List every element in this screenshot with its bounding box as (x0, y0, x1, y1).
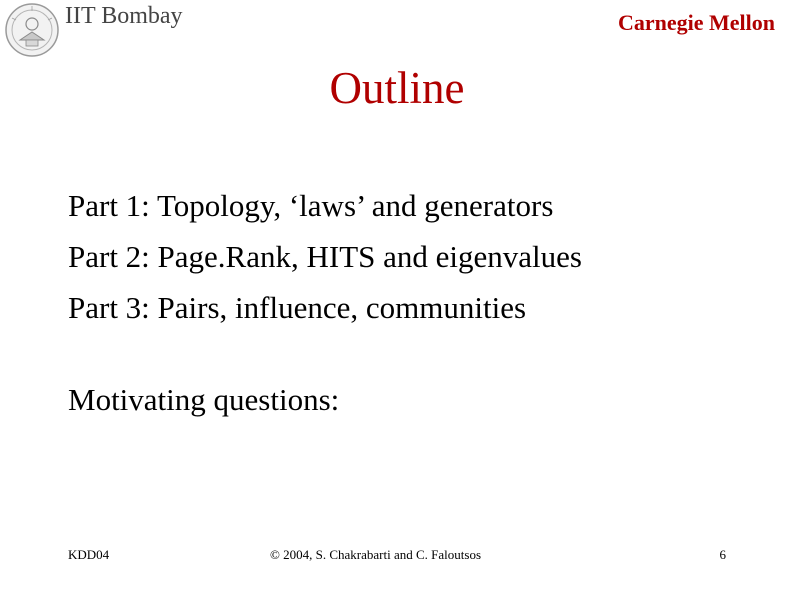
footer-copyright: © 2004, S. Chakrabarti and C. Faloutsos (270, 547, 482, 562)
outline-list (68, 180, 582, 333)
outline-item-part-3: Part 3: Pairs, influence, communities (68, 290, 527, 325)
outline-item-part-2: Part 2: Page.Rank, HITS and eigenvalues (68, 239, 582, 274)
footer-conference: KDD04 (68, 547, 110, 562)
university-name: Carnegie Mellon (617, 10, 775, 35)
footer-page-number: 6 (719, 547, 726, 562)
iit-bombay-seal-icon (4, 2, 60, 58)
slide-title: Outline (329, 63, 465, 113)
institution-name: IIT Bombay (65, 3, 183, 29)
outline-item-part-1: Part 1: Topology, ‘laws’ and generators (68, 188, 554, 223)
motivating-questions-heading: Motivating questions: (68, 382, 340, 417)
